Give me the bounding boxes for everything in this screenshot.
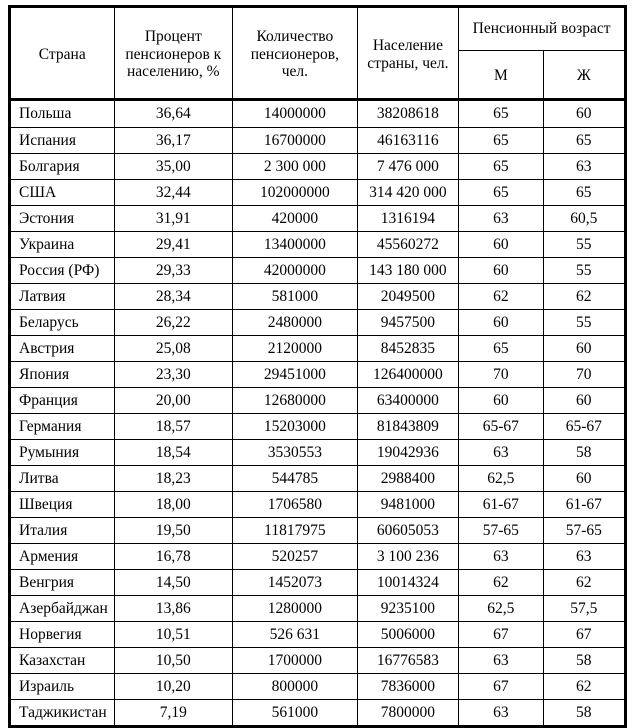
- cell-country: Румыния: [10, 440, 115, 466]
- cell-male: 63: [459, 440, 543, 466]
- cell-population: 16776583: [357, 648, 458, 674]
- cell-percent: 10,20: [114, 674, 233, 700]
- cell-population: 46163116: [357, 128, 458, 154]
- cell-male: 65: [459, 128, 543, 154]
- cell-country: Италия: [10, 518, 115, 544]
- table-row: [10, 622, 626, 648]
- cell-population: 2049500: [357, 284, 458, 310]
- cell-percent: 18,23: [114, 466, 233, 492]
- cell-country: Латвия: [10, 284, 115, 310]
- cell-percent: 25,08: [114, 336, 233, 362]
- cell-country: Израиль: [10, 674, 115, 700]
- cell-male: 67: [459, 622, 543, 648]
- table-row: [10, 492, 626, 518]
- cell-population: 5006000: [357, 622, 458, 648]
- cell-female: 60,5: [543, 206, 625, 232]
- cell-percent: 19,50: [114, 518, 233, 544]
- cell-female: 65: [543, 180, 625, 206]
- cell-country: Германия: [10, 414, 115, 440]
- cell-male: 65-67: [459, 414, 543, 440]
- table-row: [10, 596, 626, 622]
- cell-population: 8452835: [357, 336, 458, 362]
- column-header-pension-age: Пенсионный возраст: [459, 7, 626, 51]
- table-row: [10, 128, 626, 154]
- table-row: [10, 544, 626, 570]
- cell-population: 38208618: [357, 100, 458, 128]
- cell-population: 7800000: [357, 700, 458, 727]
- cell-male: 60: [459, 258, 543, 284]
- cell-percent: 18,00: [114, 492, 233, 518]
- cell-population: 7 476 000: [357, 154, 458, 180]
- cell-pensioners: 14000000: [233, 100, 358, 128]
- column-header-country: Страна: [10, 7, 115, 103]
- cell-pensioners: 800000: [233, 674, 358, 700]
- table-row: [10, 570, 626, 596]
- cell-percent: 10,51: [114, 622, 233, 648]
- cell-pensioners: 1280000: [233, 596, 358, 622]
- cell-percent: 32,44: [114, 180, 233, 206]
- cell-percent: 16,78: [114, 544, 233, 570]
- table-header: [8, 5, 627, 104]
- cell-country: Испания: [10, 128, 115, 154]
- cell-male: 61-67: [459, 492, 543, 518]
- table-row: [10, 154, 626, 180]
- cell-percent: 29,41: [114, 232, 233, 258]
- cell-female: 63: [543, 154, 625, 180]
- column-header-population: Население страны, чел.: [357, 7, 458, 103]
- cell-female: 57,5: [543, 596, 625, 622]
- cell-female: 62: [543, 570, 625, 596]
- cell-female: 63: [543, 544, 625, 570]
- cell-male: 65: [459, 180, 543, 206]
- cell-country: Азербайджан: [10, 596, 115, 622]
- cell-female: 62: [543, 284, 625, 310]
- cell-population: 2988400: [357, 466, 458, 492]
- cell-population: 9235100: [357, 596, 458, 622]
- cell-percent: 14,50: [114, 570, 233, 596]
- cell-pensioners: 520257: [233, 544, 358, 570]
- cell-female: 55: [543, 232, 625, 258]
- cell-country: Казахстан: [10, 648, 115, 674]
- cell-population: 81843809: [357, 414, 458, 440]
- cell-pensioners: 11817975: [233, 518, 358, 544]
- cell-population: 60605053: [357, 518, 458, 544]
- cell-country: Литва: [10, 466, 115, 492]
- table-row: [10, 674, 626, 700]
- cell-male: 63: [459, 206, 543, 232]
- table-row: [10, 310, 626, 336]
- cell-female: 70: [543, 362, 625, 388]
- cell-percent: 36,64: [114, 100, 233, 128]
- table-row: [10, 414, 626, 440]
- table-row: [10, 518, 626, 544]
- cell-male: 63: [459, 544, 543, 570]
- cell-pensioners: 3530553: [233, 440, 358, 466]
- cell-female: 65: [543, 128, 625, 154]
- cell-pensioners: 544785: [233, 466, 358, 492]
- table-row: [10, 180, 626, 206]
- cell-percent: 18,54: [114, 440, 233, 466]
- column-header-count: Количество пенсионеров, чел.: [233, 7, 358, 103]
- cell-pensioners: 2120000: [233, 336, 358, 362]
- table-row: [10, 232, 626, 258]
- cell-pensioners: 29451000: [233, 362, 358, 388]
- table-row: [10, 466, 626, 492]
- cell-pensioners: 12680000: [233, 388, 358, 414]
- cell-percent: 20,00: [114, 388, 233, 414]
- table-row: [10, 336, 626, 362]
- cell-percent: 7,19: [114, 700, 233, 727]
- cell-male: 62: [459, 570, 543, 596]
- cell-pensioners: 561000: [233, 700, 358, 727]
- cell-country: Венгрия: [10, 570, 115, 596]
- cell-percent: 26,22: [114, 310, 233, 336]
- cell-female: 60: [543, 336, 625, 362]
- cell-population: 63400000: [357, 388, 458, 414]
- cell-female: 61-67: [543, 492, 625, 518]
- cell-female: 55: [543, 258, 625, 284]
- cell-percent: 29,33: [114, 258, 233, 284]
- cell-percent: 23,30: [114, 362, 233, 388]
- cell-female: 62: [543, 674, 625, 700]
- cell-male: 62,5: [459, 596, 543, 622]
- table-row: [10, 100, 626, 128]
- table-row: [10, 440, 626, 466]
- cell-population: 3 100 236: [357, 544, 458, 570]
- cell-population: 10014324: [357, 570, 458, 596]
- table-row: [10, 648, 626, 674]
- cell-male: 60: [459, 232, 543, 258]
- cell-percent: 31,91: [114, 206, 233, 232]
- cell-pensioners: 1706580: [233, 492, 358, 518]
- table-row: [10, 284, 626, 310]
- cell-country: Япония: [10, 362, 115, 388]
- cell-male: 70: [459, 362, 543, 388]
- cell-country: Франция: [10, 388, 115, 414]
- cell-female: 55: [543, 310, 625, 336]
- cell-male: 67: [459, 674, 543, 700]
- cell-female: 58: [543, 700, 625, 727]
- cell-population: 126400000: [357, 362, 458, 388]
- cell-pensioners: 42000000: [233, 258, 358, 284]
- table-row: [10, 362, 626, 388]
- cell-country: Болгария: [10, 154, 115, 180]
- cell-population: 9481000: [357, 492, 458, 518]
- table-row: [10, 388, 626, 414]
- cell-population: 143 180 000: [357, 258, 458, 284]
- cell-country: Беларусь: [10, 310, 115, 336]
- cell-pensioners: 1700000: [233, 648, 358, 674]
- cell-male: 65: [459, 100, 543, 128]
- cell-country: Украина: [10, 232, 115, 258]
- table-row: [10, 206, 626, 232]
- cell-country: Таджикистан: [10, 700, 115, 727]
- cell-male: 57-65: [459, 518, 543, 544]
- cell-pensioners: 1452073: [233, 570, 358, 596]
- cell-male: 63: [459, 700, 543, 727]
- cell-female: 65-67: [543, 414, 625, 440]
- cell-pensioners: 102000000: [233, 180, 358, 206]
- table-row: [10, 700, 626, 727]
- cell-population: 314 420 000: [357, 180, 458, 206]
- cell-female: 60: [543, 388, 625, 414]
- cell-pensioners: 16700000: [233, 128, 358, 154]
- column-header-female: Ж: [543, 51, 625, 103]
- table-body: [8, 98, 627, 728]
- cell-pensioners: 581000: [233, 284, 358, 310]
- cell-pensioners: 420000: [233, 206, 358, 232]
- cell-male: 60: [459, 388, 543, 414]
- cell-country: США: [10, 180, 115, 206]
- cell-country: Армения: [10, 544, 115, 570]
- cell-male: 62: [459, 284, 543, 310]
- cell-pensioners: 2480000: [233, 310, 358, 336]
- cell-population: 45560272: [357, 232, 458, 258]
- cell-percent: 13,86: [114, 596, 233, 622]
- cell-male: 60: [459, 310, 543, 336]
- cell-population: 9457500: [357, 310, 458, 336]
- cell-population: 1316194: [357, 206, 458, 232]
- cell-country: Эстония: [10, 206, 115, 232]
- cell-female: 57-65: [543, 518, 625, 544]
- cell-pensioners: 15203000: [233, 414, 358, 440]
- cell-male: 63: [459, 648, 543, 674]
- cell-pensioners: 2 300 000: [233, 154, 358, 180]
- header-row-main: [10, 7, 626, 51]
- cell-male: 62,5: [459, 466, 543, 492]
- cell-male: 65: [459, 154, 543, 180]
- cell-male: 65: [459, 336, 543, 362]
- cell-female: 67: [543, 622, 625, 648]
- column-header-percent: Процент пенсионеров к населению, %: [114, 7, 233, 103]
- column-header-male: М: [459, 51, 543, 103]
- table-row: [10, 258, 626, 284]
- cell-country: Россия (РФ): [10, 258, 115, 284]
- cell-female: 60: [543, 466, 625, 492]
- cell-female: 58: [543, 648, 625, 674]
- cell-population: 19042936: [357, 440, 458, 466]
- cell-female: 60: [543, 100, 625, 128]
- cell-percent: 35,00: [114, 154, 233, 180]
- cell-country: Швеция: [10, 492, 115, 518]
- cell-country: Польша: [10, 100, 115, 128]
- cell-population: 7836000: [357, 674, 458, 700]
- cell-country: Норвегия: [10, 622, 115, 648]
- cell-country: Австрия: [10, 336, 115, 362]
- cell-percent: 28,34: [114, 284, 233, 310]
- cell-pensioners: 13400000: [233, 232, 358, 258]
- cell-percent: 10,50: [114, 648, 233, 674]
- cell-percent: 18,57: [114, 414, 233, 440]
- cell-percent: 36,17: [114, 128, 233, 154]
- cell-female: 58: [543, 440, 625, 466]
- cell-pensioners: 526 631: [233, 622, 358, 648]
